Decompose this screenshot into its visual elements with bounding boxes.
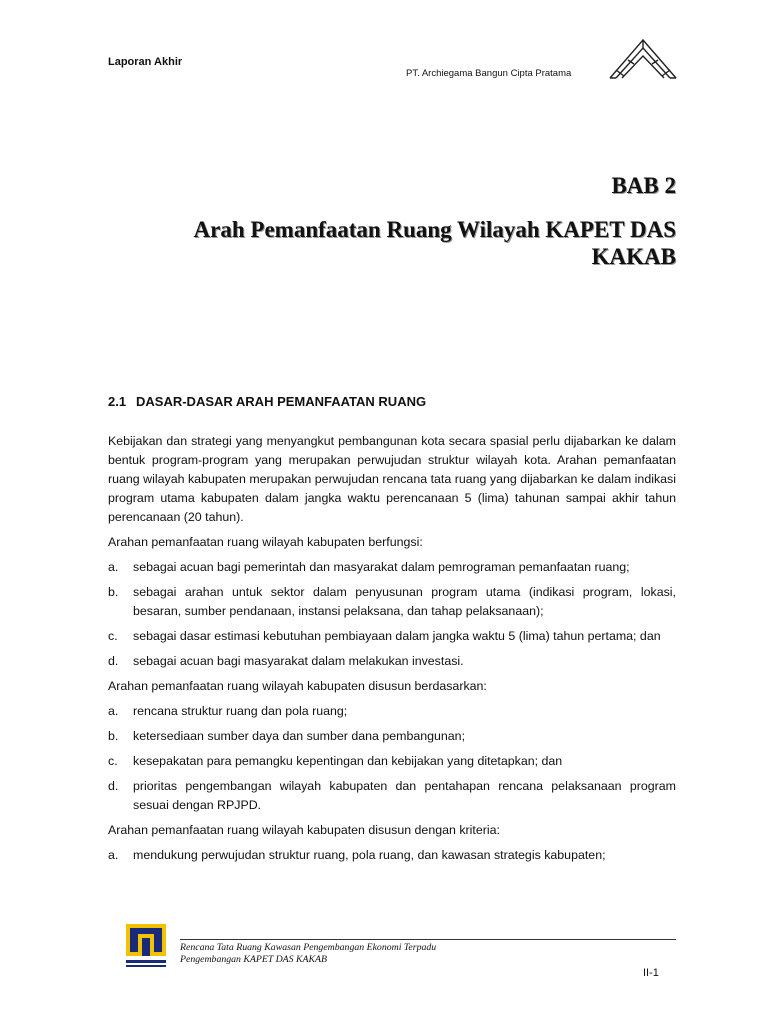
- body-text: [108, 432, 676, 871]
- list-item: [108, 752, 676, 771]
- list-marker: a.: [108, 560, 119, 574]
- paragraph: Kebijakan dan strategi yang menyangkut pembangunan kota secara spasial perlu dijabarkan ke dalam bentuk program-program yang merupakan perwujudan struktur wilayah kota. Arahan pemanfaatan ruang wilayah kabupaten merupakan perwujudan rencana tata ruang yang dijabarkan ke dalam indikasi program utama kabupaten dalam jangka waktu perencanaan 5 (lima) tahunan sampai akhir tahun perencanaan (20 tahun).: [108, 434, 676, 524]
- list-marker: d.: [108, 779, 119, 793]
- list-functions: [108, 558, 676, 671]
- list-text: ketersediaan sumber daya dan sumber dana pembangunan;: [133, 729, 466, 743]
- list-item: [108, 727, 676, 746]
- list-marker: a.: [108, 704, 119, 718]
- list-marker: c.: [108, 629, 118, 643]
- chapter-title: [100, 216, 676, 270]
- list-item: [108, 702, 676, 721]
- footer-divider: [180, 939, 676, 940]
- list-text: kesepakatan para pemangku kepentingan dan kebijakan yang ditetapkan; dan: [133, 754, 563, 768]
- list-text: rencana struktur ruang dan pola ruang;: [133, 704, 348, 718]
- ministry-logo-icon: [124, 922, 168, 970]
- list-basis: [108, 702, 676, 815]
- list-item: [108, 846, 676, 865]
- chapter-title-line-2: KAKAB: [591, 244, 676, 269]
- footer-line-1: Rencana Tata Ruang Kawasan Pengembangan Ekonomi Terpadu: [180, 942, 437, 953]
- report-type-label: Laporan Akhir: [108, 56, 183, 68]
- company-logo-icon: [606, 34, 680, 86]
- list-criteria: [108, 846, 676, 865]
- list-text: sebagai dasar estimasi kebutuhan pembiayaan dalam jangka waktu 5 (lima) tahun pertama; dan: [133, 629, 661, 643]
- list-item: [108, 627, 676, 646]
- paragraph: Arahan pemanfaatan ruang wilayah kabupaten disusun dengan kriteria:: [108, 823, 500, 837]
- footer-document-title: [180, 942, 436, 966]
- list-item: [108, 777, 676, 815]
- list-marker: d.: [108, 654, 119, 668]
- paragraph: Arahan pemanfaatan ruang wilayah kabupaten disusun berdasarkan:: [108, 679, 487, 693]
- list-text: mendukung perwujudan struktur ruang, pola ruang, dan kawasan strategis kabupaten;: [133, 848, 606, 862]
- page-number: II-1: [643, 967, 659, 979]
- list-item: [108, 583, 676, 621]
- list-text: prioritas pengembangan wilayah kabupaten dan pentahapan rencana pelaksanaan program sesuai dengan RPJPD.: [133, 779, 676, 812]
- list-marker: b.: [108, 729, 119, 743]
- list-marker: c.: [108, 754, 118, 768]
- company-name: PT. Archiegama Bangun Cipta Pratama: [406, 68, 572, 79]
- list-text: sebagai arahan untuk sektor dalam penyusunan program utama (indikasi program, lokasi, besaran, sumber pendanaan, instansi pelaksana, dan tahap pelaksanaan);: [133, 585, 676, 618]
- section-number: 2.1: [108, 394, 127, 409]
- list-item: [108, 558, 676, 577]
- list-text: sebagai acuan bagi masyarakat dalam melakukan investasi.: [133, 654, 464, 668]
- section-title: DASAR-DASAR ARAH PEMANFAATAN RUANG: [136, 394, 427, 409]
- list-text: sebagai acuan bagi pemerintah dan masyarakat dalam pemrograman pemanfaatan ruang;: [133, 560, 630, 574]
- chapter-label: BAB 2: [611, 173, 676, 198]
- section-heading: [108, 394, 426, 409]
- footer-line-2: Pengembangan KAPET DAS KAKAB: [180, 954, 328, 965]
- list-marker: a.: [108, 848, 119, 862]
- list-marker: b.: [108, 585, 119, 599]
- list-item: [108, 652, 676, 671]
- chapter-title-line-1: Arah Pemanfaatan Ruang Wilayah KAPET DAS: [193, 217, 676, 242]
- paragraph: Arahan pemanfaatan ruang wilayah kabupaten berfungsi:: [108, 535, 423, 549]
